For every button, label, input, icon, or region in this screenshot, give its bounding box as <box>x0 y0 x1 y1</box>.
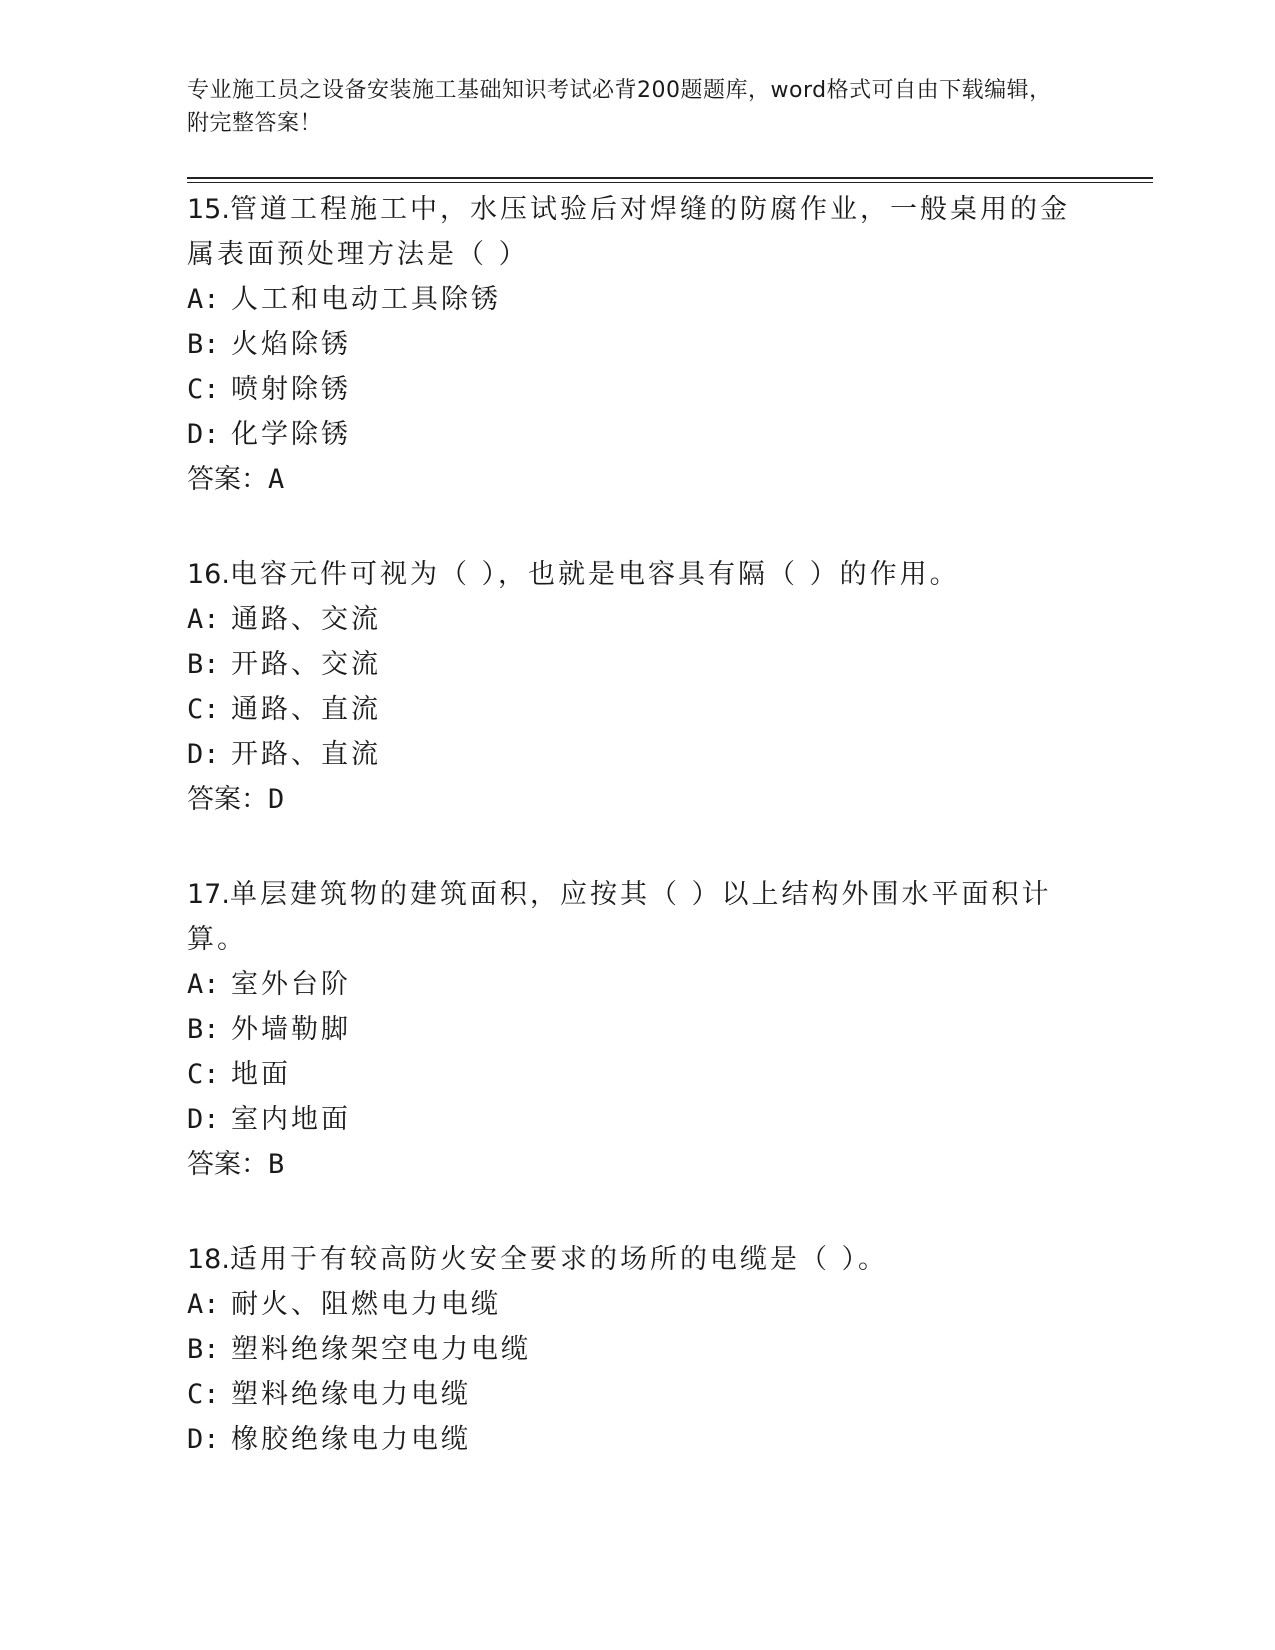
answer-line <box>187 777 1087 822</box>
option-d <box>187 1097 1087 1142</box>
option-text: 人工和电动工具除锈 <box>231 284 501 315</box>
option-a <box>187 597 1087 642</box>
option-c <box>187 1052 1087 1097</box>
option-text: 室内地面 <box>231 1104 351 1135</box>
question-number: 18. <box>187 1244 230 1275</box>
option-letter: C: <box>187 1059 220 1090</box>
option-d <box>187 732 1087 777</box>
question-stem <box>187 872 1077 962</box>
option-text: 通路、交流 <box>231 604 381 635</box>
option-text: 地面 <box>231 1059 291 1090</box>
option-text: 外墙勒脚 <box>231 1014 351 1045</box>
question-number: 17. <box>187 879 230 910</box>
option-b <box>187 322 1087 367</box>
option-letter: C: <box>187 374 220 405</box>
option-text: 通路、直流 <box>231 694 381 725</box>
option-c <box>187 1372 1087 1417</box>
question-number: 16. <box>187 559 230 590</box>
question-stem <box>187 552 1077 597</box>
option-letter: D: <box>187 1424 220 1455</box>
option-d <box>187 412 1087 457</box>
question-stem <box>187 187 1077 277</box>
option-letter: D: <box>187 1104 220 1135</box>
option-a <box>187 962 1087 1007</box>
option-text: 化学除锈 <box>231 419 351 450</box>
answer-line <box>187 457 1087 502</box>
option-letter: B: <box>187 329 220 360</box>
option-text: 火焰除锈 <box>231 329 351 360</box>
option-letter: B: <box>187 1334 220 1365</box>
answer-value: A <box>268 464 285 495</box>
header-rule-thin <box>187 182 1153 183</box>
answer-value: B <box>268 1149 285 1180</box>
option-c <box>187 367 1087 412</box>
answer-line <box>187 1142 1087 1187</box>
option-text: 室外台阶 <box>231 969 351 1000</box>
option-text: 喷射除锈 <box>231 374 351 405</box>
option-d <box>187 1417 1087 1462</box>
question-number: 15. <box>187 194 230 225</box>
option-text: 开路、直流 <box>231 739 381 770</box>
question-15 <box>187 187 1087 502</box>
answer-label: 答案： <box>187 784 268 815</box>
question-text: 电容元件可视为（ ），也就是电容具有隔（ ）的作用。 <box>229 559 960 590</box>
option-letter: A: <box>187 604 220 635</box>
option-b <box>187 642 1087 687</box>
option-text: 橡胶绝缘电力电缆 <box>231 1424 471 1455</box>
option-letter: C: <box>187 694 220 725</box>
option-letter: D: <box>187 739 220 770</box>
question-list <box>187 187 1087 1512</box>
option-letter: A: <box>187 284 220 315</box>
question-16 <box>187 552 1087 822</box>
question-17 <box>187 872 1087 1187</box>
header-rule-thick <box>187 177 1153 179</box>
option-letter: C: <box>187 1379 220 1410</box>
option-a <box>187 277 1087 322</box>
option-text: 耐火、阻燃电力电缆 <box>231 1289 501 1320</box>
answer-label: 答案： <box>187 1149 268 1180</box>
question-text: 管道工程施工中，水压试验后对焊缝的防腐作业，一般桌用的金属表面预处理方法是（ ） <box>187 194 1070 270</box>
option-letter: A: <box>187 1289 220 1320</box>
document-header: 专业施工员之设备安装施工基础知识考试必背200题题库，word格式可自由下载编辑，附完整答案！ <box>187 78 1052 136</box>
option-text: 塑料绝缘电力电缆 <box>231 1379 471 1410</box>
option-letter: B: <box>187 649 220 680</box>
option-b <box>187 1007 1087 1052</box>
option-text: 塑料绝缘架空电力电缆 <box>231 1334 531 1365</box>
question-stem <box>187 1237 1077 1282</box>
option-b <box>187 1327 1087 1372</box>
option-letter: D: <box>187 419 220 450</box>
answer-label: 答案： <box>187 464 268 495</box>
option-letter: B: <box>187 1014 220 1045</box>
option-text: 开路、交流 <box>231 649 381 680</box>
option-letter: A: <box>187 969 220 1000</box>
option-c <box>187 687 1087 732</box>
answer-value: D <box>268 784 285 815</box>
option-a <box>187 1282 1087 1327</box>
question-text: 单层建筑物的建筑面积，应按其（ ）以上结构外围水平面积计算。 <box>187 879 1052 955</box>
question-18 <box>187 1237 1087 1462</box>
question-text: 适用于有较高防火安全要求的场所的电缆是（ ）。 <box>229 1244 889 1275</box>
